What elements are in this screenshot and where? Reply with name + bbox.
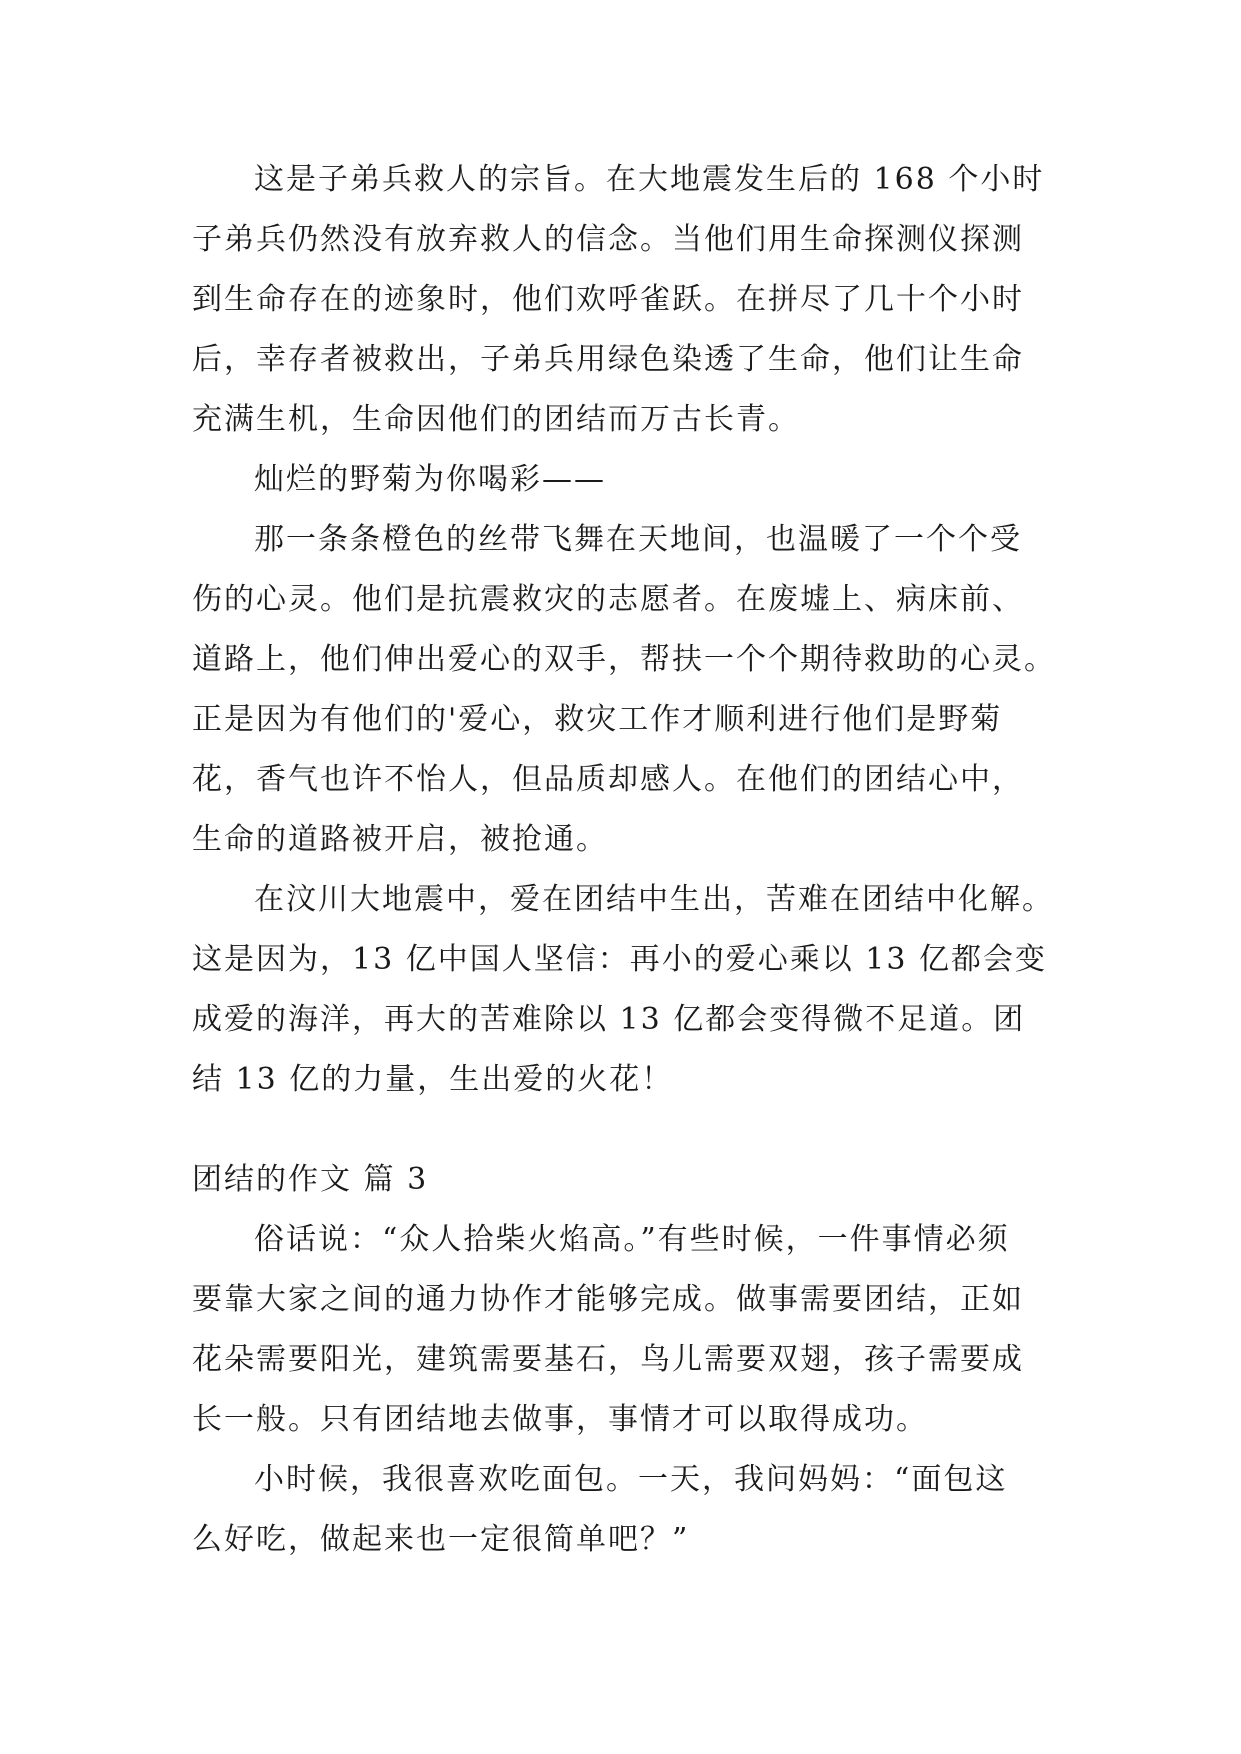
- paragraph-line: 在汶川大地震中，爱在团结中生出，苦难在团结中化解。: [254, 882, 1054, 917]
- paragraph-line: 到生命存在的迹象时，他们欢呼雀跃。在拼尽了几十个小时: [192, 282, 1024, 317]
- section-heading: 团结的作文 篇 3: [192, 1162, 429, 1197]
- paragraph-line: 这是因为，13 亿中国人坚信：再小的爱心乘以 13 亿都会变: [192, 942, 1047, 977]
- paragraph-line: 生命的道路被开启，被抢通。: [192, 822, 608, 857]
- paragraph-line: 后，幸存者被救出，子弟兵用绿色染透了生命，他们让生命: [192, 342, 1024, 377]
- paragraph-line: 充满生机，生命因他们的团结而万古长青。: [192, 402, 800, 437]
- paragraph-line: 要靠大家之间的通力协作才能够完成。做事需要团结，正如: [192, 1282, 1024, 1317]
- paragraph-line: 灿烂的野菊为你喝彩——: [254, 462, 606, 497]
- paragraph-line: 小时候，我很喜欢吃面包。一天，我问妈妈：“面包这: [254, 1462, 1008, 1497]
- paragraph-line: 么好吃，做起来也一定很简单吧？”: [192, 1522, 690, 1557]
- paragraph-line: 长一般。只有团结地去做事，事情才可以取得成功。: [192, 1402, 928, 1437]
- paragraph-line: 花朵需要阳光，建筑需要基石，鸟儿需要双翅，孩子需要成: [192, 1342, 1024, 1377]
- paragraph-line: 子弟兵仍然没有放弃救人的信念。当他们用生命探测仪探测: [192, 222, 1024, 257]
- paragraph-line: 这是子弟兵救人的宗旨。在大地震发生后的 168 个小时: [254, 162, 1045, 197]
- essay-body-part-2: [192, 1210, 1052, 1570]
- paragraph-line: 花，香气也许不怡人，但品质却感人。在他们的团结心中，: [192, 762, 1024, 797]
- essay-body-part-1: [192, 150, 1056, 1110]
- paragraph-line: 结 13 亿的力量，生出爱的火花！: [192, 1062, 674, 1097]
- paragraph-line: 俗话说：“众人拾柴火焰高。”有些时候，一件事情必须: [254, 1222, 1010, 1257]
- paragraph-line: 那一条条橙色的丝带飞舞在天地间，也温暖了一个个受: [254, 522, 1022, 557]
- paragraph-line: 正是因为有他们的'爱心，救灾工作才顺利进行他们是野菊: [192, 702, 1003, 737]
- paragraph-line: 成爱的海洋，再大的苦难除以 13 亿都会变得微不足道。团: [192, 1002, 1026, 1037]
- paragraph-line: 伤的心灵。他们是抗震救灾的志愿者。在废墟上、病床前、: [192, 582, 1024, 617]
- paragraph-line: 道路上，他们伸出爱心的双手，帮扶一个个期待救助的心灵。: [192, 642, 1056, 677]
